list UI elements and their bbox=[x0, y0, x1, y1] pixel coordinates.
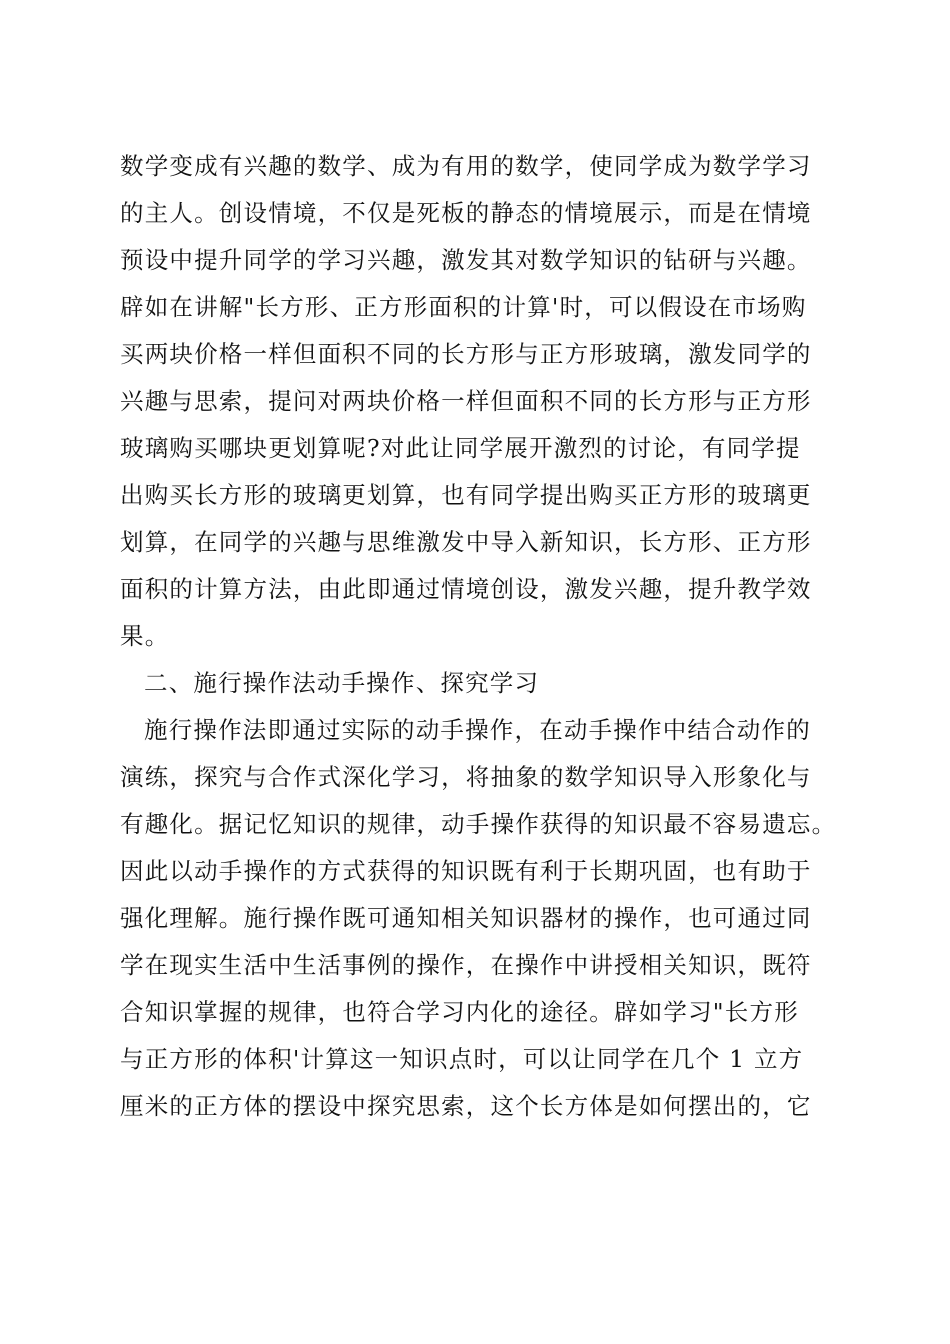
text-line: 强化理解。施行操作既可通知相关知识器材的操作，也可通过同 bbox=[120, 904, 812, 932]
text-line: 学在现实生活中生活事例的操作，在操作中讲授相关知识，既符 bbox=[120, 951, 812, 979]
body-text bbox=[120, 143, 860, 1130]
text-line: 预设中提升同学的学习兴趣，激发其对数学知识的钻研与兴趣。 bbox=[120, 246, 812, 274]
section-heading: 二、施行操作法动手操作、探究学习 bbox=[144, 669, 540, 697]
text-line: 厘米的正方体的摆设中探究思索，这个长方体是如何摆出的，它 bbox=[120, 1092, 812, 1120]
text-line: 辟如在讲解"长方形、正方形面积的计算'时，可以假设在市场购 bbox=[120, 293, 807, 321]
text-line: 玻璃购买哪块更划算呢?对此让同学展开激烈的讨论，有同学提 bbox=[120, 434, 801, 462]
paragraph-first-line: 施行操作法即通过实际的动手操作，在动手操作中结合动作的 bbox=[144, 716, 811, 744]
text-line: 的主人。创设情境，不仅是死板的静态的情境展示，而是在情境 bbox=[120, 199, 812, 227]
text-line: 买两块价格一样但面积不同的长方形与正方形玻璃，激发同学的 bbox=[120, 340, 812, 368]
text-line: 合知识掌握的规律，也符合学习内化的途径。辟如学习"长方形 bbox=[120, 998, 799, 1026]
text-line: 出购买长方形的玻璃更划算，也有同学提出购买正方形的玻璃更 bbox=[120, 481, 812, 509]
text-line: 演练，探究与合作式深化学习，将抽象的数学知识导入形象化与 bbox=[120, 763, 812, 791]
text-line: 划算，在同学的兴趣与思维激发中导入新知识，长方形、正方形 bbox=[120, 528, 812, 556]
text-line: 兴趣与思索，提问对两块价格一样但面积不同的长方形与正方形 bbox=[120, 387, 812, 415]
text-line: 面积的计算方法，由此即通过情境创设，激发兴趣，提升教学效 bbox=[120, 575, 812, 603]
text-line: 有趣化。据记忆知识的规律，动手操作获得的知识最不容易遗忘。 bbox=[120, 810, 837, 838]
text-line: 数学变成有兴趣的数学、成为有用的数学，使同学成为数学学习 bbox=[120, 152, 812, 180]
text-line: 因此以动手操作的方式获得的知识既有利于长期巩固，也有助于 bbox=[120, 857, 812, 885]
text-line: 与正方形的体积'计算这一知识点时，可以让同学在几个 1 立方 bbox=[120, 1045, 804, 1073]
text-line: 果。 bbox=[120, 622, 170, 650]
